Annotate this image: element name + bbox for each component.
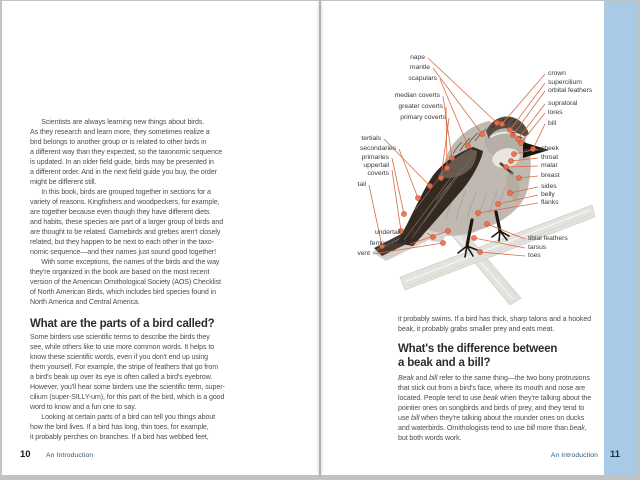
- callout-dot: [477, 249, 482, 254]
- callout-line: [478, 203, 538, 213]
- heading-line-2: a beak and a bill?: [398, 356, 491, 369]
- text-line: but both words work.: [398, 434, 462, 442]
- callout-dot: [507, 190, 512, 195]
- text-line: As they research and learn more, they sometimes realize a: [30, 128, 210, 136]
- callout-line: [480, 252, 525, 256]
- callout-dot: [475, 210, 480, 215]
- text-line: bird belongs to another group or is related to other birds in: [30, 138, 207, 146]
- text-line: cilium (super-SILLY-um), for this part of the bird, which is a good: [30, 393, 225, 401]
- callout-line: [502, 74, 545, 124]
- left-footer-label: An Introduction: [46, 452, 94, 459]
- text-line: located. People tend to use beak when they're talking about the: [398, 394, 592, 402]
- callout-dot: [449, 155, 454, 160]
- text-line: are together because even though they have different diets: [30, 208, 210, 216]
- text-line: it probably perches on branches. If a bird has webbed feet,: [30, 433, 209, 441]
- diagram-label: primary coverts: [400, 114, 446, 121]
- diagram-label: scapulars: [408, 75, 437, 82]
- callout-line: [513, 91, 545, 135]
- text-line: them yourself. For example, the stripe of feathers that go from: [30, 363, 219, 371]
- diagram-label: secondaries: [359, 145, 396, 152]
- callout-dot: [499, 121, 504, 126]
- callout-dot: [510, 132, 515, 137]
- callout-line: [433, 68, 482, 134]
- callout-line: [533, 124, 545, 149]
- text-line: use bill when they're talking about the rounder ones on ducks: [398, 414, 585, 422]
- callout-dot: [518, 140, 523, 145]
- callout-dot: [484, 221, 489, 226]
- callout-line: [511, 158, 538, 161]
- text-line: In this book, birds are grouped together in sections for a: [30, 188, 211, 196]
- text-line: see, while others like to use more common words. It helps to: [30, 343, 215, 351]
- callout-dot: [444, 165, 449, 170]
- right-footer-label: An Introduction: [550, 452, 598, 459]
- diagram-label: median coverts: [394, 92, 440, 99]
- text-line: nomic sequence—and their names just sound good together!: [30, 248, 217, 256]
- text-line: word to know and a fun one to say.: [30, 403, 137, 411]
- text-line: and waterbirds. Ornithologists tend to use bill more than beak,: [398, 424, 587, 432]
- text-line: they're organized in the book are based on the most recent: [30, 268, 210, 276]
- callout-dot: [516, 175, 521, 180]
- diagram-label: primaries: [361, 154, 389, 161]
- callout-dot: [465, 143, 470, 148]
- text-line: is updated. In an older field guide, birds may be presented in: [30, 158, 214, 166]
- callout-dot: [445, 228, 450, 233]
- text-line: how the bird lives. If a bird has long, thin toes, for example,: [30, 423, 209, 431]
- callout-dot: [495, 201, 500, 206]
- callout-dot: [438, 175, 443, 180]
- right-section-heading: [398, 343, 557, 370]
- diagram-label: crown: [548, 70, 566, 77]
- text-line: related, but they happen to be next to each other in the taxo-: [30, 238, 214, 246]
- diagram-label: tibial feathers: [528, 235, 568, 242]
- callout-dot: [440, 240, 445, 245]
- callout-dot: [401, 211, 406, 216]
- diagram-label: breast: [541, 172, 560, 179]
- diagram-label: belly: [541, 191, 555, 198]
- callout-line: [506, 166, 538, 167]
- diagram-label: supraloral: [548, 100, 578, 107]
- text-line: version of the American Ornithological Society (AOS) Checklist: [30, 278, 221, 286]
- callout-dot: [507, 127, 512, 132]
- text-line: that stick out from a bird's face, where its mouth and nose are: [398, 384, 586, 392]
- callout-dot: [511, 151, 516, 156]
- text-line: beak, it probably grabs smaller prey and eats meat.: [398, 325, 555, 333]
- right-intro-paragraph: [398, 314, 591, 334]
- text-line: However, you'll hear some birders use the scientific term, super-: [30, 383, 225, 391]
- callout-line: [384, 139, 430, 186]
- text-line: Looking at certain parts of a bird can tell you things about: [30, 413, 216, 421]
- callout-line: [392, 158, 404, 214]
- text-line: With some exceptions, the names of the birds and the way: [30, 258, 220, 266]
- diagram-label: cheek: [541, 145, 559, 152]
- callout-dot: [398, 228, 403, 233]
- callout-line: [498, 195, 538, 204]
- diagram-label: supercilium: [548, 79, 582, 86]
- callout-line: [487, 224, 525, 239]
- text-line: Scientists are always learning new things about birds.: [30, 118, 205, 126]
- text-line: know these scientific words, even if you don't end up using: [30, 353, 209, 361]
- callout-dot: [415, 195, 420, 200]
- text-line: a different way than they expected, so the taxonomic sequence: [30, 148, 223, 156]
- callout-line: [369, 185, 382, 246]
- diagram-label: undertail coverts: [374, 229, 424, 236]
- diagram-label: tail: [357, 181, 366, 188]
- text-line: Beak and bill refer to the same thing—the two bony protrusions: [398, 374, 590, 382]
- text-line: are thought to be related. Gamebirds and grebes aren't closely: [30, 228, 221, 236]
- text-line: of North American Birds, which includes bird species found in: [30, 288, 216, 296]
- callout-dot: [479, 131, 484, 136]
- diagram-label: flanks: [541, 199, 559, 206]
- text-line: Some birders use scientific terms to describe the birds they: [30, 333, 210, 341]
- callout-line: [474, 238, 525, 248]
- text-line: a bird's beak up over its eye is often called a bird's eyebrow.: [30, 373, 213, 381]
- callout-dot: [471, 235, 476, 240]
- diagram-label: nape: [410, 54, 425, 61]
- text-line: and habits, these species are part of a larger group of birds and: [30, 218, 224, 226]
- callout-line: [428, 58, 497, 123]
- text-line: it probably swims. If a bird has thick, sharp talons and a hooked: [398, 315, 592, 323]
- callout-line: [510, 83, 545, 130]
- diagram-label: uppertail coverts: [363, 162, 389, 177]
- callout-dot: [508, 158, 513, 163]
- heading-line-1: What's the difference between: [398, 343, 558, 355]
- callout-dot: [427, 183, 432, 188]
- diagram-label: sides: [541, 183, 557, 190]
- diagram-label: lores: [548, 109, 563, 116]
- diagram-label: vent: [357, 250, 370, 257]
- callout-line: [521, 113, 545, 143]
- diagram-label: femoral tract: [369, 240, 407, 247]
- text-line: variety of reasons. Kingfishers and woodpeckers, for example,: [30, 198, 220, 206]
- left-page-number: 10: [20, 449, 31, 460]
- diagram-label: tertials: [361, 135, 381, 142]
- callout-line: [510, 187, 538, 193]
- callout-dot: [379, 243, 384, 248]
- diagram-label: throat: [541, 154, 559, 161]
- left-section-heading: What are the parts of a bird called?: [30, 318, 215, 330]
- text-line: might be different still.: [30, 178, 97, 186]
- callout-line: [399, 149, 418, 198]
- diagram-label: mantle: [409, 64, 430, 71]
- diagram-label: toes: [528, 252, 541, 259]
- callout-dot: [494, 120, 499, 125]
- diagram-label: greater coverts: [398, 103, 443, 110]
- text-line: a different order. And in the next field guide you buy, the order: [30, 168, 217, 176]
- text-line: North America and Central America.: [30, 298, 140, 306]
- text-line: pointier ones on songbirds and birds of prey, and they tend to: [398, 404, 585, 412]
- diagram-label: bill: [548, 120, 557, 127]
- diagram-label: tarsus: [528, 244, 547, 251]
- callout-line: [440, 79, 468, 146]
- diagram-label: malar: [541, 162, 558, 169]
- right-page-number: 11: [609, 449, 621, 460]
- diagram-label: orbital feathers: [548, 87, 593, 94]
- right-paragraph-block: [398, 373, 591, 443]
- callout-dot: [503, 164, 508, 169]
